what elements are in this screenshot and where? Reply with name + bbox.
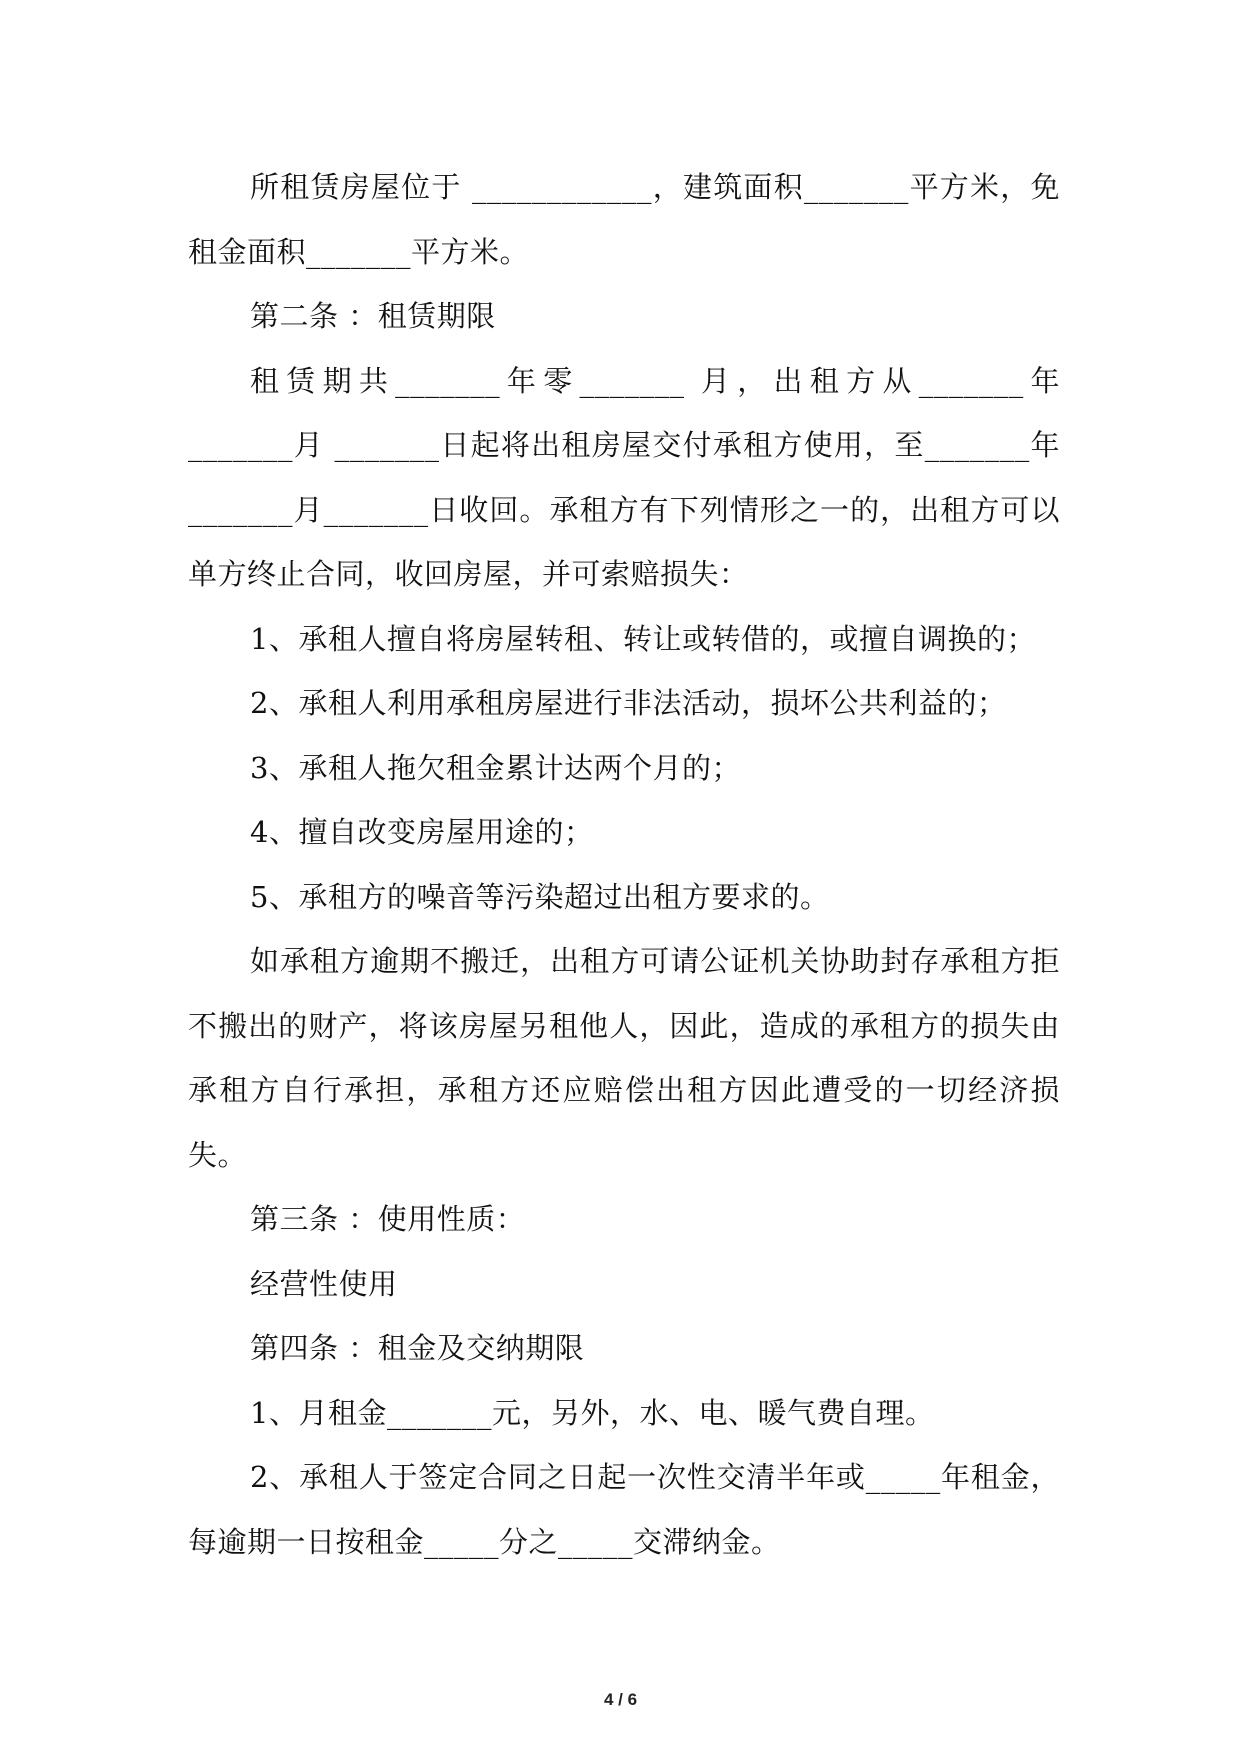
page-number: 4 / 6 [603, 1690, 638, 1709]
heading-article-4: 第四条 ：租金及交纳期限 [250, 1331, 585, 1365]
list-item-termination-4: 4、擅自改变房屋用途的； [250, 815, 594, 849]
paragraph-overdue-relocation: 如承租方逾期不搬迁，出租方可请公证机关协助封存承租方拒不搬出的财产，将该房屋另租他人，因此，造成的承租方的损失由承租方自行承担，承租方还应赔偿出租方因此遭受的一切经济损失。 [188, 944, 1060, 1172]
list-item-termination-3: 3、承租人拖欠租金累计达两个月的； [250, 750, 741, 785]
list-item-termination-1: 1、承租人擅自将房屋转租、转让或转借的，或擅自调换的； [250, 621, 1036, 656]
heading-article-3: 第三条 ：使用性质： [250, 1202, 526, 1236]
paragraph-lease-term: 租赁期共_______年零_______ 月，出租方从_______年_______月 _______日起将出租房屋交付承租方使用，至_______年_______月_______日收回。承租方有下列情形之一的，出租方可以单方终止合同，收回房屋，并可索赔损失： [188, 363, 1060, 591]
paragraph-usage-type: 经营性使用 [250, 1266, 398, 1301]
list-item-termination-5: 5、承租方的噪音等污染超过出租方要求的。 [250, 879, 830, 914]
heading-article-2: 第二条 ：租赁期限 [250, 299, 496, 333]
document-body [188, 155, 1060, 1574]
paragraph-premises-location: 所租赁房屋位于 ____________，建筑面积_______平方米，免租金面积_______平方米。 [188, 170, 1060, 269]
list-item-rent-1: 1、月租金_______元，另外，水、电、暖气费自理。 [250, 1395, 935, 1430]
list-item-rent-2: 2、承租人于签定合同之日起一次性交清半年或_____年租金，每逾期一日按租金_____分之_____交滞纳金。 [188, 1460, 1060, 1559]
list-item-termination-2: 2、承租人利用承租房屋进行非法活动，损坏公共利益的； [250, 686, 1007, 720]
